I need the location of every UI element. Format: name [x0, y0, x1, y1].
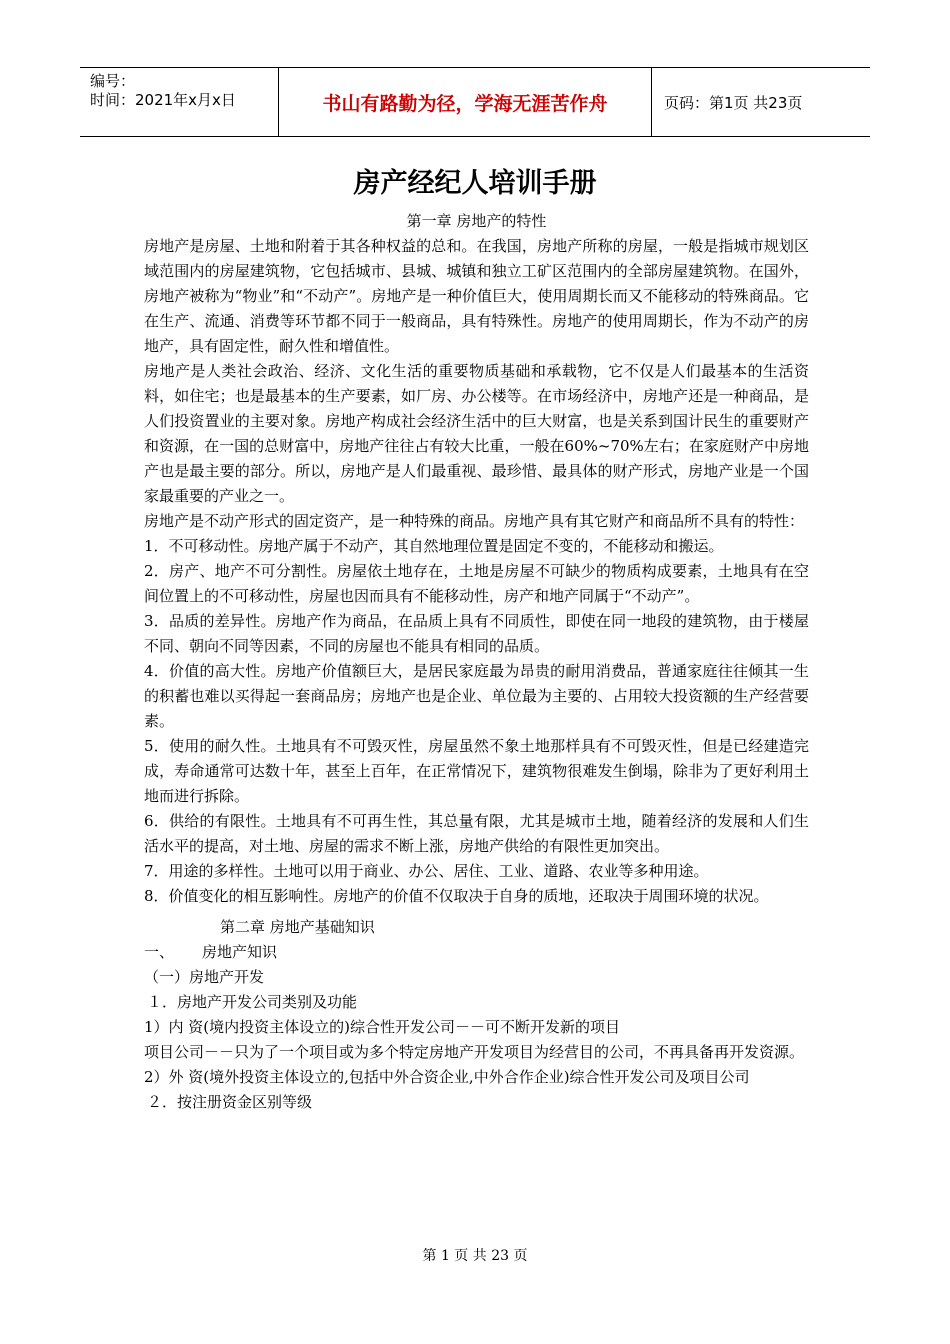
list-item: 8．价值变化的相互影响性。房地产的价值不仅取决于自身的质地，还取决于周围环境的状况。 — [144, 887, 769, 905]
list-item: 4．价值的高大性。房地产价值额巨大，是居民家庭最为昂贵的耐用消费品，普通家庭往往倾其一生的积蓄也难以买得起一套商品房；房地产也是企业、单位最为主要的、占用较大投资额的生产经营要素。 — [144, 662, 809, 730]
page-footer: 第 1 页 共 23 页 — [422, 1248, 528, 1264]
list-item: 7．用途的多样性。土地可以用于商业、办公、居住、工业、道路、农业等多种用途。 — [144, 862, 709, 880]
document-title: 房产经纪人培训手册 — [353, 168, 597, 199]
list-item: 2）外 资(境外投资主体设立的,包括中外合资企业,中外合作企业)综合性开发公司及项目公司 — [144, 1068, 750, 1086]
paragraph: 房地产是不动产形式的固定资产，是一种特殊的商品。房地产具有其它财产和商品所不具有的特性： — [144, 512, 805, 530]
paragraph: 项目公司－－只为了一个项目或为多个特定房地产开发项目为经营目的公司，不再具备再开发资源。 — [144, 1043, 805, 1061]
motto-text: 书山有路勤为径，学海无涯苦作舟 — [322, 93, 608, 115]
list-item: 1）内 资(境内投资主体设立的)综合性开发公司－－可不断开发新的项目 — [144, 1018, 621, 1036]
list-item: 1．不可移动性。房地产属于不动产，其自然地理位置是固定不变的，不能移动和搬运。 — [144, 537, 724, 555]
list-item: 5．使用的耐久性。土地具有不可毁灭性，房屋虽然不象土地那样具有不可毁灭性，但是已经建造完成，寿命通常可达数十年，甚至上百年，在正常情况下，建筑物很难发生倒塌，除非为了更好利用土地而进行拆除。 — [144, 737, 809, 805]
section-number: 一、 — [144, 943, 175, 961]
header-page-info: 页码：第1页 共23页 — [664, 94, 803, 112]
item-heading: ２．按注册资金区别等级 — [147, 1093, 313, 1111]
header-page-cell — [652, 68, 870, 136]
list-item: 3．品质的差异性。房地产作为商品，在品质上具有不同质性，即使在同一地段的建筑物，由于楼屋不同、朝向不同等因素，不同的房屋也不能具有相同的品质。 — [144, 612, 809, 655]
item-heading: １．房地产开发公司类别及功能 — [147, 993, 358, 1011]
header-motto-cell — [279, 68, 652, 136]
document-number-label: 编号： — [90, 72, 136, 90]
subsection-heading: （一）房地产开发 — [144, 968, 265, 986]
header-meta-cell — [80, 68, 279, 136]
paragraph: 房地产是人类社会政治、经济、文化生活的重要物质基础和承载物，它不仅是人们最基本的生活资料，如住宅；也是最基本的生产要素，如厂房、办公楼等。在市场经济中，房地产还是一种商品，是人们投资置业的主要对象。房地产构成社会经济生活中的巨大财富，也是关系到国计民生的重要财产和资源，在一国的总财富中，房地产往往占有较大比重，一般在60%~70%左右；在家庭财产中房地产也是最主要的部分。所以，房地产是人们最重视、最珍惜、最具体的财产形式，房地产业是一个国家最重要的产业之一。 — [144, 362, 809, 505]
document-body — [144, 209, 809, 1115]
chapter-2-title: 第二章 房地产基础知识 — [220, 918, 375, 936]
page-header — [80, 67, 870, 137]
section-title: 房地产知识 — [202, 943, 278, 961]
paragraph: 房地产是房屋、土地和附着于其各种权益的总和。在我国，房地产所称的房屋，一般是指城市规划区域范围内的房屋建筑物，它包括城市、县城、城镇和独立工矿区范围内的全部房屋建筑物。在国外，房地产被称为“物业”和“不动产”。房地产是一种价值巨大，使用周期长而又不能移动的特殊商品。它在生产、流通、消费等环节都不同于一般商品，具有特殊性。房地产的使用周期长，作为不动产的房地产，具有固定性，耐久性和增值性。 — [144, 237, 809, 355]
list-item: 2．房产、地产不可分割性。房屋依土地存在，土地是房屋不可缺少的物质构成要素，土地具有在空间位置上的不可移动性，房屋也因而具有不能移动性，房产和地产同属于“不动产”。 — [144, 562, 809, 605]
list-item: 6．供给的有限性。土地具有不可再生性，其总量有限，尤其是城市土地，随着经济的发展和人们生活水平的提高，对土地、房屋的需求不断上涨，房地产供给的有限性更加突出。 — [144, 812, 809, 855]
section-heading — [144, 940, 809, 965]
chapter-1-title: 第一章 房地产的特性 — [406, 212, 547, 230]
document-date: 时间：2021年x月x日 — [90, 91, 236, 109]
